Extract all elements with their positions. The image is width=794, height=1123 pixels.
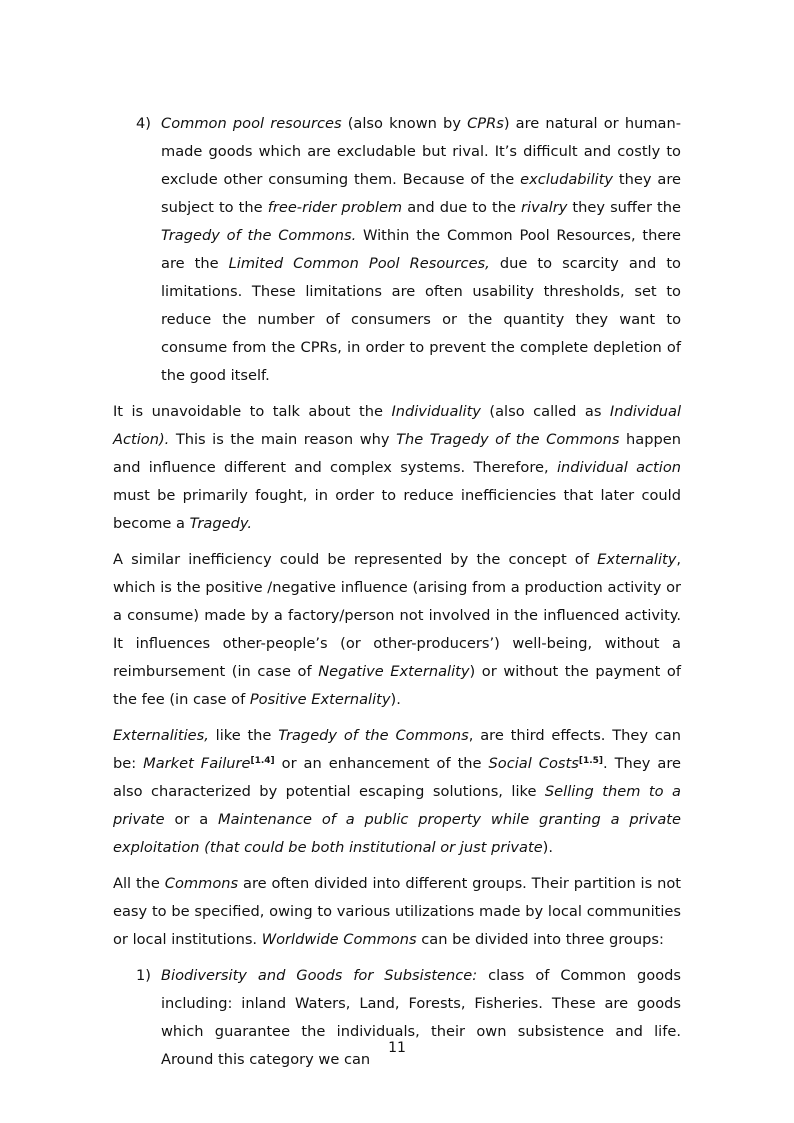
list-item-biodiversity: 1) Biodiversity and Goods for Subsistence: class of Common goods including: inland Waters, Land, Forests, Fisheries. These are goods which guarantee the individuals, their own subsistence and life. Around this category we can: [113, 962, 681, 1074]
citation-1-5: [1.5]: [578, 756, 603, 766]
term-maintenance-public-property: Maintenance of a public property while granting a private exploitation (that could be both institutional or just private: [113, 811, 681, 856]
term-positive-externality: Positive Externality: [249, 691, 391, 708]
term-worldwide-commons: Worldwide Commons: [261, 931, 417, 948]
term-cprs: CPRs: [467, 115, 504, 132]
term-externality: Externality: [597, 551, 677, 568]
term-tragedy-end: Tragedy.: [189, 515, 252, 532]
paragraph-commons-groups: All the Commons are often divided into different groups. Their partition is not easy to be specified, owing to various utilizations made by local communities or local institutions. Worldwide Commons can be divided into three groups:: [113, 875, 681, 948]
list-item-common-pool-resources: 4) Common pool resources (also known by CPRs) are natural or human-made goods which are excludable but rival. It’s difficult and costly to exclude other consuming them. Because of the excludability they are subject to the free-rider problem and due to the rivalry they suffer the Tragedy of the Commons. Within the Common Pool Resources, there are the Limited Common Pool Resources, due to scarcity and to limitations. These limitations are often usability thresholds, set to reduce the number of consumers or the quantity they want to consume from the CPRs, in order to prevent the complete depletion of the good itself.: [113, 110, 681, 390]
page-number: 11: [388, 1040, 406, 1056]
term-biodiversity: Biodiversity and Goods for Subsistence:: [161, 967, 478, 984]
term-social-costs: Social Costs: [488, 755, 579, 772]
term-excludability: excludability: [520, 171, 614, 188]
term-negative-externality: Negative Externality: [318, 663, 470, 680]
document-body: [113, 110, 681, 1082]
term-tragedy: The Tragedy of the Commons: [396, 431, 620, 448]
paragraph-individuality: It is unavoidable to talk about the Individuality (also called as Individual Action). This is the main reason why The Tragedy of the Commons happen and influence different and complex systems. Therefore, individual action must be primarily fought, in order to reduce inefficiencies that later could become a Tragedy.: [113, 403, 681, 532]
paragraph-externality: A similar inefficiency could be represented by the concept of Externality, which is the positive /negative influence (arising from a production activity or a consume) made by a factory/person not involved in the influenced activity. It influences other-people’s (or other-producers’) well-being, without a reimbursement (in case of Negative Externality) or without the payment of the fee (in case of Positive Externality).: [113, 551, 681, 708]
term-free-rider-problem: free-rider problem: [267, 199, 403, 216]
term-selling-private: Selling them to a private: [113, 783, 681, 828]
term-tragedy-of-the-commons: Tragedy of the Commons.: [161, 227, 357, 244]
term-tragedy-commons-2: Tragedy of the Commons: [278, 727, 469, 744]
term-externalities: Externalities,: [113, 727, 209, 744]
list-number: 1): [136, 967, 151, 984]
term-common-pool-resources: Common pool resources: [161, 115, 342, 132]
term-individual-action-lower: individual action: [556, 459, 681, 476]
term-commons: Commons: [164, 875, 239, 892]
citation-1-4: [1.4]: [250, 756, 275, 766]
term-rivalry: rivalry: [521, 199, 568, 216]
term-individuality: Individuality: [391, 403, 481, 420]
paragraph-externalities: Externalities, like the Tragedy of the Commons, are third effects. They can be: Market Failure[1.4] or an enhancement of the Social Costs[1.5]. They are also characterized by potential escaping solutions, like Selling them to a private or a Maintenance of a public property while granting a private exploitation (that could be both institutional or just private).: [113, 727, 682, 856]
term-limited-cpr: Limited Common Pool Resources,: [228, 255, 490, 272]
term-market-failure: Market Failure: [143, 755, 251, 772]
list-number: 4): [136, 115, 151, 132]
term-individual-action: Individual Action).: [113, 403, 681, 448]
